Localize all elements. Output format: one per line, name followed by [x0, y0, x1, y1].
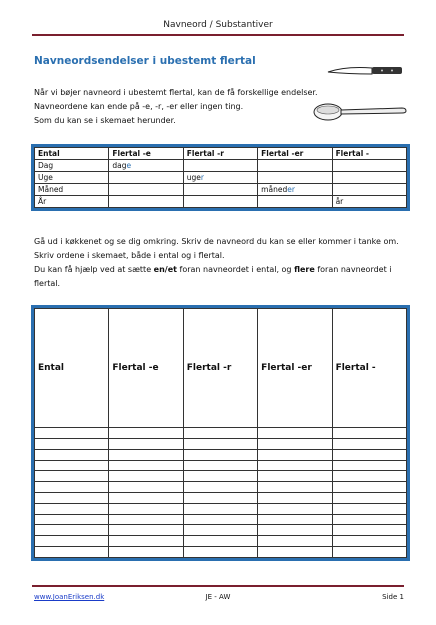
exercise-cell[interactable] [109, 428, 183, 439]
exercise-cell[interactable] [258, 547, 332, 558]
exercise-cell[interactable] [258, 460, 332, 471]
table-cell [109, 172, 183, 184]
table-cell [183, 172, 257, 184]
article-hint: en/et [153, 265, 177, 274]
exercise-cell[interactable] [35, 536, 109, 547]
instructions [34, 235, 410, 291]
exercise-cell[interactable] [332, 482, 406, 493]
table-cell [183, 184, 257, 196]
exercise-cell[interactable] [183, 503, 257, 514]
exercise-cell[interactable] [183, 438, 257, 449]
exercise-cell[interactable] [35, 503, 109, 514]
table-cell [332, 184, 406, 196]
intro-line: Navneordene kan ende på -e, -r, -er eller ingen ting. [34, 102, 244, 111]
exercise-cell[interactable] [109, 471, 183, 482]
col-header: Flertal - [332, 148, 406, 160]
page-number: Side 1 [382, 593, 404, 601]
exercise-cell[interactable] [183, 471, 257, 482]
exercise-cell[interactable] [332, 536, 406, 547]
instructions-line [34, 263, 410, 291]
plural-ending: e [126, 161, 132, 170]
exercise-cell[interactable] [183, 536, 257, 547]
table-cell [183, 196, 257, 208]
exercise-cell[interactable] [35, 492, 109, 503]
footer-author: JE - AW [205, 593, 231, 601]
col-header: Ental [35, 148, 109, 160]
exercise-cell[interactable] [109, 460, 183, 471]
table-cell [109, 196, 183, 208]
exercise-row [35, 492, 407, 503]
header-rule [32, 34, 404, 36]
col-header: Flertal -er [258, 148, 332, 160]
header-title: Navneord / Substantiver [163, 20, 273, 30]
exercise-cell[interactable] [332, 492, 406, 503]
col-header: Flertal -r [183, 309, 257, 428]
exercise-cell[interactable] [183, 449, 257, 460]
exercise-cell[interactable] [332, 460, 406, 471]
table-cell [183, 160, 257, 172]
exercise-cell[interactable] [35, 525, 109, 536]
exercise-cell[interactable] [35, 547, 109, 558]
exercise-row [35, 438, 407, 449]
exercise-cell[interactable] [183, 492, 257, 503]
page-title: Navneordsendelser i ubestemt flertal [34, 55, 256, 67]
table-cell [258, 184, 332, 196]
exercise-cell[interactable] [183, 460, 257, 471]
exercise-table-header [35, 309, 407, 428]
exercise-cell[interactable] [109, 503, 183, 514]
word-stem: år [335, 197, 344, 206]
table-cell [258, 172, 332, 184]
exercise-cell[interactable] [332, 503, 406, 514]
exercise-cell[interactable] [258, 525, 332, 536]
footer-rule [32, 585, 404, 587]
table-cell [258, 196, 332, 208]
exercise-cell[interactable] [109, 438, 183, 449]
table-cell [332, 196, 406, 208]
exercise-cell[interactable] [258, 428, 332, 439]
exercise-cell[interactable] [35, 514, 109, 525]
exercise-cell[interactable] [258, 492, 332, 503]
exercise-row [35, 449, 407, 460]
exercise-cell[interactable] [35, 438, 109, 449]
text: foran navneordet i ental, og [176, 265, 295, 274]
exercise-cell[interactable] [183, 514, 257, 525]
exercise-cell[interactable] [35, 449, 109, 460]
exercise-cell[interactable] [109, 525, 183, 536]
example-table [31, 144, 410, 211]
exercise-cell[interactable] [35, 428, 109, 439]
example-table-header [35, 148, 407, 160]
exercise-row [35, 547, 407, 558]
col-header: Flertal -e [109, 148, 183, 160]
exercise-cell[interactable] [258, 471, 332, 482]
exercise-row [35, 460, 407, 471]
exercise-cell[interactable] [183, 428, 257, 439]
exercise-cell[interactable] [332, 438, 406, 449]
exercise-row [35, 525, 407, 536]
exercise-row [35, 428, 407, 439]
footer-link[interactable]: www.JoanEriksen.dk [34, 593, 105, 601]
exercise-cell[interactable] [183, 525, 257, 536]
table-cell [332, 172, 406, 184]
table-row [35, 160, 407, 172]
table-row [35, 172, 407, 184]
exercise-cell[interactable] [258, 514, 332, 525]
col-header: Flertal - [332, 309, 406, 428]
exercise-cell[interactable] [109, 536, 183, 547]
table-cell: Dag [35, 160, 109, 172]
exercise-cell[interactable] [109, 514, 183, 525]
exercise-table [31, 305, 410, 561]
exercise-cell[interactable] [109, 449, 183, 460]
table-cell [258, 160, 332, 172]
exercise-row [35, 482, 407, 493]
exercise-cell[interactable] [109, 482, 183, 493]
exercise-row [35, 514, 407, 525]
exercise-cell[interactable] [183, 547, 257, 558]
exercise-cell[interactable] [258, 449, 332, 460]
exercise-cell[interactable] [332, 449, 406, 460]
word-stem: dag [112, 161, 127, 170]
table-cell: Uge [35, 172, 109, 184]
plural-hint: flere [294, 265, 315, 274]
exercise-row [35, 503, 407, 514]
col-header: Flertal -r [183, 148, 257, 160]
text: Du kan få hjælp ved at sætte [34, 265, 154, 274]
exercise-cell[interactable] [258, 438, 332, 449]
table-row [35, 184, 407, 196]
exercise-cell[interactable] [258, 536, 332, 547]
knife-icon [326, 60, 406, 80]
exercise-cell[interactable] [109, 547, 183, 558]
intro-line: Som du kan se i skemaet herunder. [34, 116, 176, 125]
plural-ending: r [200, 173, 205, 182]
instructions-line: Gå ud i køkkenet og se dig omkring. Skriv de navneord du kan se eller kommer i tanke om. Skriv ordene i skemaet, både i ental og i flertal. [34, 237, 399, 260]
table-cell [332, 160, 406, 172]
exercise-cell[interactable] [332, 525, 406, 536]
col-header: Flertal -e [109, 309, 183, 428]
text: foran navneordet i flertal. [34, 265, 392, 288]
exercise-cell[interactable] [332, 428, 406, 439]
exercise-cell[interactable] [258, 482, 332, 493]
table-cell: År [35, 196, 109, 208]
table-row [35, 196, 407, 208]
table-cell [109, 184, 183, 196]
intro-line: Når vi bøjer navneord i ubestemt flertal, kan de få forskellige endelser. [34, 88, 318, 97]
col-header: Flertal -er [258, 309, 332, 428]
exercise-cell[interactable] [332, 514, 406, 525]
table-cell [109, 160, 183, 172]
word-stem: uge [186, 173, 201, 182]
exercise-cell[interactable] [35, 460, 109, 471]
word-stem: måned [261, 185, 288, 194]
exercise-cell[interactable] [35, 482, 109, 493]
exercise-row [35, 536, 407, 547]
exercise-cell[interactable] [258, 503, 332, 514]
exercise-cell[interactable] [183, 482, 257, 493]
ladle-icon [312, 100, 408, 126]
col-header: Ental [35, 309, 109, 428]
exercise-row [35, 471, 407, 482]
plural-ending: er [287, 185, 295, 194]
intro-text [34, 86, 324, 128]
exercise-cell[interactable] [35, 471, 109, 482]
table-cell: Måned [35, 184, 109, 196]
exercise-cell[interactable] [332, 471, 406, 482]
exercise-cell[interactable] [109, 492, 183, 503]
exercise-cell[interactable] [332, 547, 406, 558]
